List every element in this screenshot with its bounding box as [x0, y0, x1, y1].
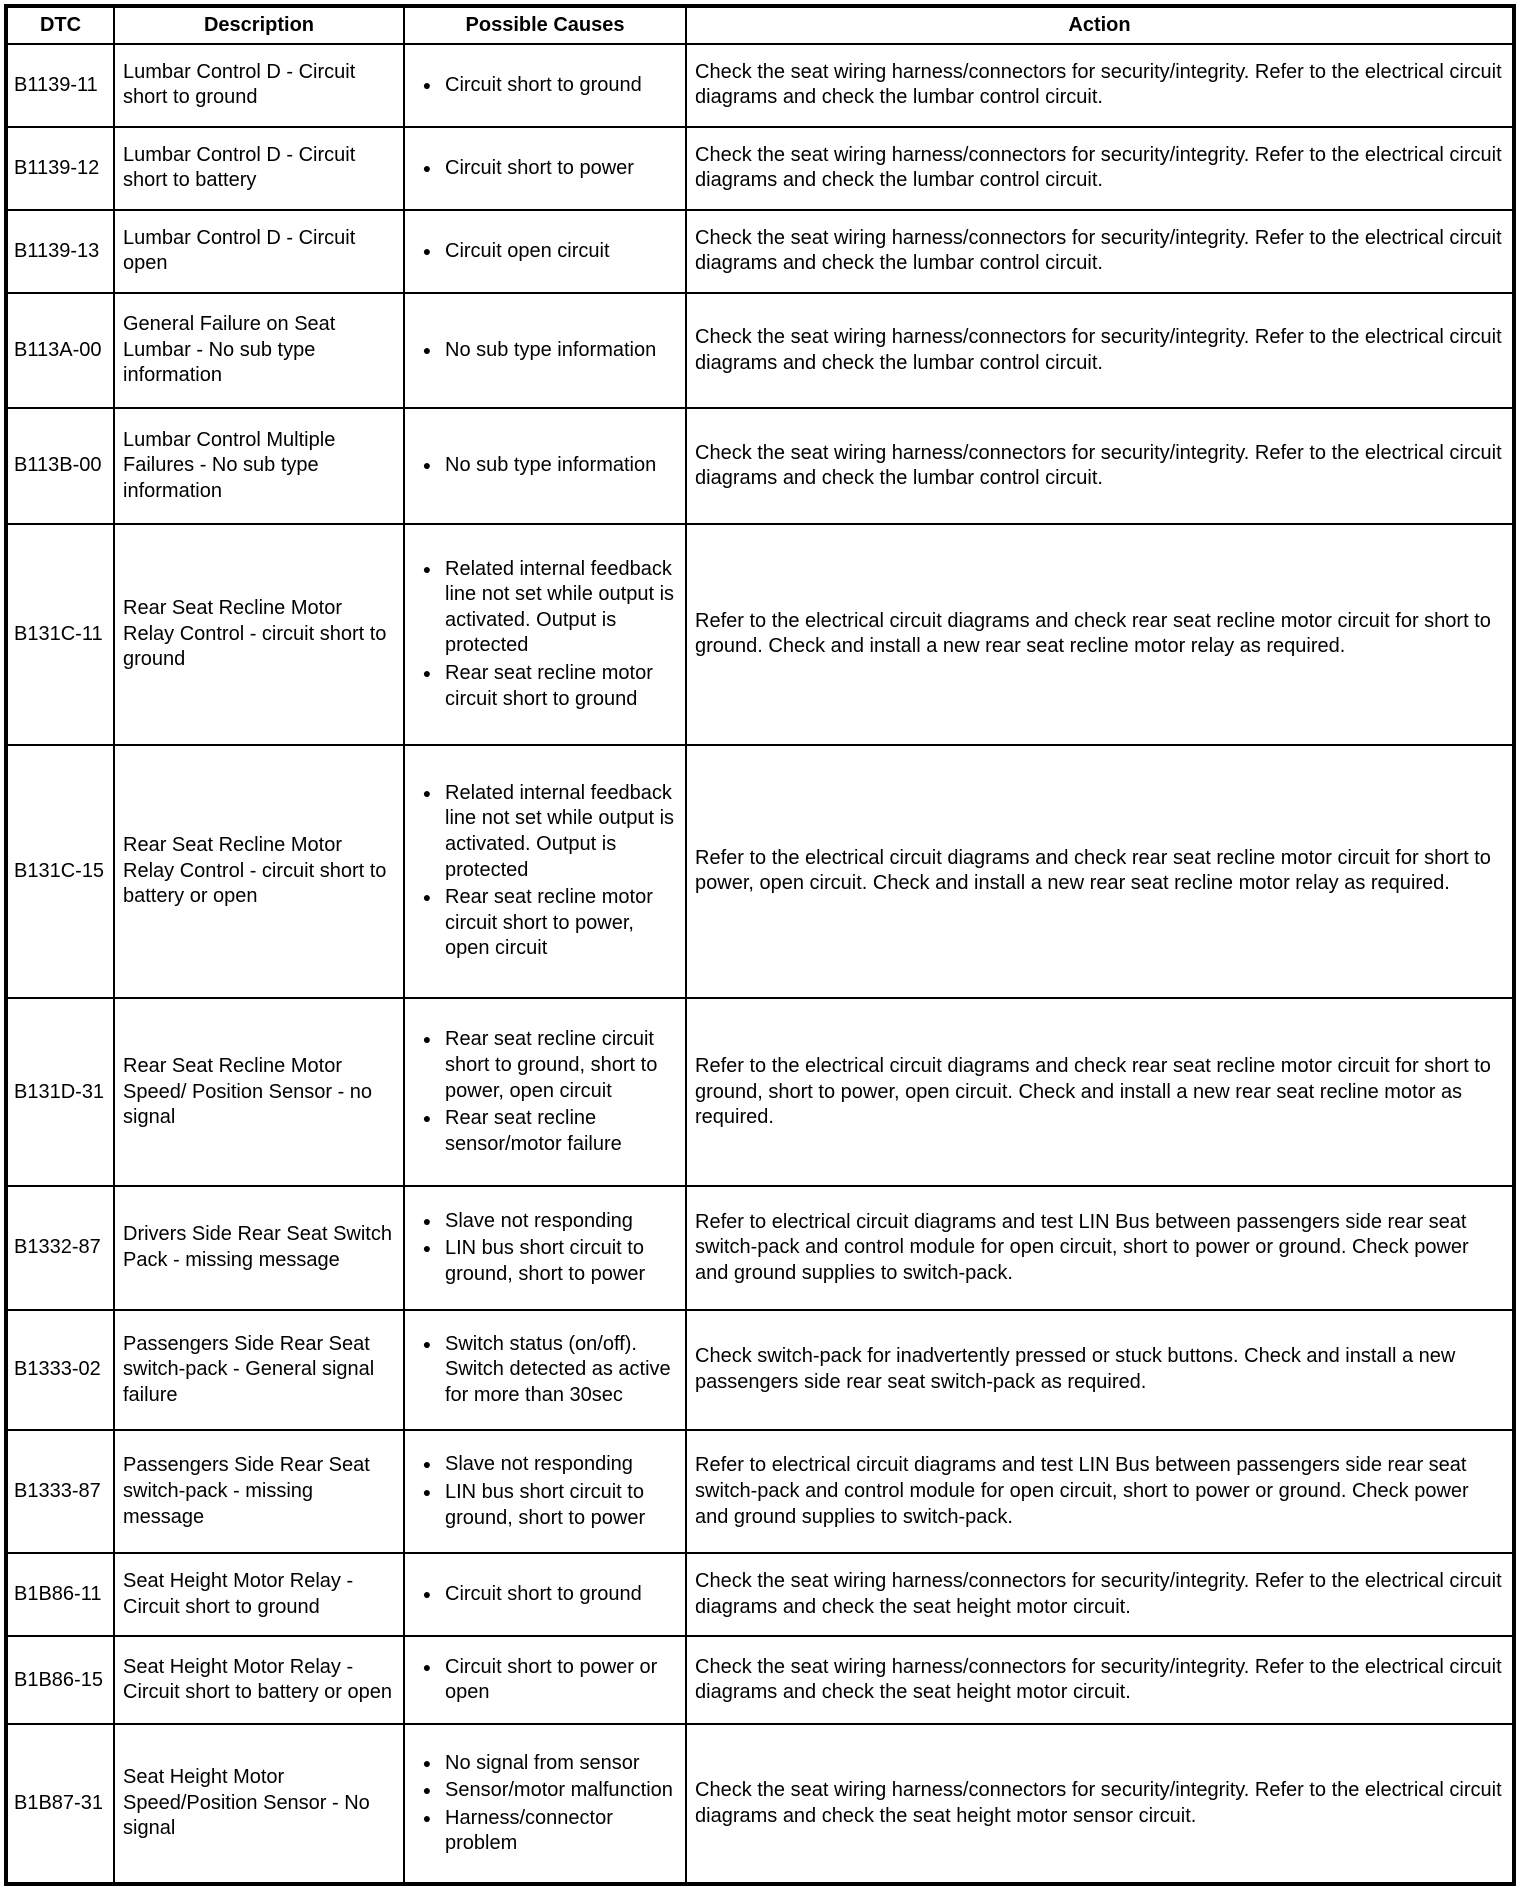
column-header-action: Action: [686, 6, 1514, 44]
table-row: [6, 1430, 1514, 1553]
cause-text: Sensor/motor malfunction: [445, 1779, 673, 1802]
description-cell: Drivers Side Rear Seat Switch Pack - missing message: [114, 1186, 404, 1309]
bullet-icon: ●: [422, 1456, 432, 1473]
cause-item: [409, 1655, 681, 1706]
cause-text: Rear seat recline circuit short to ground, short to power, open circuit: [445, 1028, 658, 1102]
causes-cell: [404, 1186, 686, 1309]
cause-item: [409, 338, 681, 364]
cause-item: [409, 156, 681, 182]
cause-item: [409, 661, 681, 712]
dtc-cell: B1139-11: [6, 44, 114, 127]
cause-item: [409, 239, 681, 265]
dtc-cell: B131C-11: [6, 524, 114, 745]
cause-text: Slave not responding: [445, 1209, 633, 1232]
causes-cell: [404, 1430, 686, 1553]
action-cell: Check the seat wiring harness/connectors for security/integrity. Refer to the electrical circuit diagrams and check the lumbar control circuit.: [686, 293, 1514, 409]
action-cell: Refer to the electrical circuit diagrams and check rear seat recline motor circuit for short to ground, short to power, open circuit. Check and install a new rear seat recline motor as required.: [686, 998, 1514, 1186]
cause-item: [409, 1332, 681, 1409]
cause-item: [409, 453, 681, 479]
cause-text: Circuit short to power: [445, 156, 634, 179]
cause-text: Harness/connector problem: [445, 1806, 613, 1855]
table-row: [6, 210, 1514, 293]
table-row: [6, 745, 1514, 998]
causes-cell: [404, 1636, 686, 1724]
bullet-icon: ●: [422, 1110, 432, 1127]
dtc-cell: B1B86-11: [6, 1553, 114, 1636]
cause-item: [409, 885, 681, 962]
cause-text: Circuit short to power or open: [445, 1655, 658, 1704]
bullet-icon: ●: [422, 457, 432, 474]
causes-cell: [404, 44, 686, 127]
header-row: [6, 6, 1514, 44]
cause-text: Rear seat recline motor circuit short to power, open circuit: [445, 886, 653, 960]
bullet-icon: ●: [422, 1335, 432, 1352]
bullet-icon: ●: [422, 1586, 432, 1603]
causes-cell: [404, 293, 686, 409]
table-row: [6, 127, 1514, 210]
bullet-icon: ●: [422, 159, 432, 176]
table-row: [6, 1310, 1514, 1431]
cause-item: [409, 1806, 681, 1857]
cause-item: [409, 1106, 681, 1157]
cause-text: Circuit open circuit: [445, 239, 610, 262]
description-cell: Passengers Side Rear Seat switch-pack - General signal failure: [114, 1310, 404, 1431]
table-row: [6, 44, 1514, 127]
cause-item: [409, 73, 681, 99]
causes-cell: [404, 1310, 686, 1431]
description-cell: Rear Seat Recline Motor Relay Control - circuit short to battery or open: [114, 745, 404, 998]
description-cell: General Failure on Seat Lumbar - No sub type information: [114, 293, 404, 409]
description-cell: Lumbar Control D - Circuit short to ground: [114, 44, 404, 127]
dtc-cell: B1333-02: [6, 1310, 114, 1431]
description-cell: Lumbar Control D - Circuit open: [114, 210, 404, 293]
cause-item: [409, 1582, 681, 1608]
cause-text: No sub type information: [445, 338, 657, 361]
bullet-icon: ●: [422, 1754, 432, 1771]
bullet-icon: ●: [422, 1212, 432, 1229]
dtc-cell: B1139-13: [6, 210, 114, 293]
dtc-cell: B113A-00: [6, 293, 114, 409]
table-row: [6, 998, 1514, 1186]
cause-text: Circuit short to ground: [445, 73, 642, 96]
table-body: [6, 44, 1514, 1884]
causes-cell: [404, 524, 686, 745]
cause-item: [409, 1751, 681, 1777]
bullet-icon: ●: [422, 1031, 432, 1048]
causes-cell: [404, 210, 686, 293]
column-header-dtc: DTC: [6, 6, 114, 44]
bullet-icon: ●: [422, 664, 432, 681]
dtc-cell: B1332-87: [6, 1186, 114, 1309]
description-cell: Lumbar Control Multiple Failures - No sub type information: [114, 408, 404, 524]
table-row: [6, 293, 1514, 409]
action-cell: Check the seat wiring harness/connectors for security/integrity. Refer to the electrical circuit diagrams and check the lumbar control circuit.: [686, 408, 1514, 524]
cause-item: [409, 1778, 681, 1804]
bullet-icon: ●: [422, 1240, 432, 1257]
cause-text: Rear seat recline sensor/motor failure: [445, 1107, 622, 1155]
action-cell: Refer to the electrical circuit diagrams and check rear seat recline motor circuit for short to power, open circuit. Check and install a new rear seat recline motor relay as required.: [686, 745, 1514, 998]
dtc-cell: B113B-00: [6, 408, 114, 524]
description-cell: Rear Seat Recline Motor Relay Control - circuit short to ground: [114, 524, 404, 745]
description-cell: Seat Height Motor Speed/Position Sensor - No signal: [114, 1724, 404, 1884]
action-cell: Refer to electrical circuit diagrams and test LIN Bus between passengers side rear seat switch-pack and control module for open circuit, short to power or ground. Check power and ground supplies to switch-pack.: [686, 1430, 1514, 1553]
cause-item: [409, 1236, 681, 1287]
action-cell: Check the seat wiring harness/connectors for security/integrity. Refer to the electrical circuit diagrams and check the lumbar control circuit.: [686, 127, 1514, 210]
cause-item: [409, 1209, 681, 1235]
causes-cell: [404, 408, 686, 524]
dtc-cell: B1333-87: [6, 1430, 114, 1553]
table-row: [6, 408, 1514, 524]
table-row: [6, 1553, 1514, 1636]
cause-text: Rear seat recline motor circuit short to ground: [445, 661, 653, 710]
cause-text: No sub type information: [445, 454, 657, 477]
bullet-icon: ●: [422, 76, 432, 93]
action-cell: Refer to the electrical circuit diagrams and check rear seat recline motor circuit for short to ground. Check and install a new rear seat recline motor relay as required.: [686, 524, 1514, 745]
action-cell: Check the seat wiring harness/connectors for security/integrity. Refer to the electrical circuit diagrams and check the seat height motor circuit.: [686, 1636, 1514, 1724]
bullet-icon: ●: [422, 341, 432, 358]
causes-cell: [404, 745, 686, 998]
table-row: [6, 1724, 1514, 1884]
description-cell: Seat Height Motor Relay - Circuit short to battery or open: [114, 1636, 404, 1724]
action-cell: Check the seat wiring harness/connectors for security/integrity. Refer to the electrical circuit diagrams and check the seat height motor sensor circuit.: [686, 1724, 1514, 1884]
cause-item: [409, 781, 681, 883]
cause-text: Switch status (on/off). Switch detected as active for more than 30sec: [445, 1332, 671, 1406]
cause-item: [409, 1027, 681, 1104]
cause-text: No signal from sensor: [445, 1751, 640, 1774]
dtc-cell: B131C-15: [6, 745, 114, 998]
cause-text: LIN bus short circuit to ground, short to power: [445, 1481, 646, 1529]
dtc-cell: B1B86-15: [6, 1636, 114, 1724]
dtc-cell: B1139-12: [6, 127, 114, 210]
bullet-icon: ●: [422, 1484, 432, 1501]
dtc-table: [4, 4, 1516, 1886]
table-row: [6, 1186, 1514, 1309]
bullet-icon: ●: [422, 560, 432, 577]
causes-cell: [404, 998, 686, 1186]
cause-text: LIN bus short circuit to ground, short to power: [445, 1237, 646, 1285]
cause-item: [409, 1452, 681, 1478]
dtc-cell: B131D-31: [6, 998, 114, 1186]
causes-cell: [404, 1724, 686, 1884]
description-cell: Rear Seat Recline Motor Speed/ Position Sensor - no signal: [114, 998, 404, 1186]
column-header-possible-causes: Possible Causes: [404, 6, 686, 44]
cause-item: [409, 1480, 681, 1531]
action-cell: Check the seat wiring harness/connectors for security/integrity. Refer to the electrical circuit diagrams and check the lumbar control circuit.: [686, 44, 1514, 127]
column-header-description: Description: [114, 6, 404, 44]
action-cell: Refer to electrical circuit diagrams and test LIN Bus between passengers side rear seat switch-pack and control module for open circuit, short to power or ground. Check power and ground supplies to switch-pack.: [686, 1186, 1514, 1309]
action-cell: Check the seat wiring harness/connectors for security/integrity. Refer to the electrical circuit diagrams and check the lumbar control circuit.: [686, 210, 1514, 293]
bullet-icon: ●: [422, 889, 432, 906]
action-cell: Check the seat wiring harness/connectors for security/integrity. Refer to the electrical circuit diagrams and check the seat height motor circuit.: [686, 1553, 1514, 1636]
table-header: [6, 6, 1514, 44]
cause-text: Slave not responding: [445, 1453, 633, 1476]
dtc-cell: B1B87-31: [6, 1724, 114, 1884]
cause-item: [409, 557, 681, 659]
bullet-icon: ●: [422, 1658, 432, 1675]
description-cell: Passengers Side Rear Seat switch-pack - missing message: [114, 1430, 404, 1553]
causes-cell: [404, 127, 686, 210]
action-cell: Check switch-pack for inadvertently pressed or stuck buttons. Check and install a new passengers side rear seat switch-pack as required.: [686, 1310, 1514, 1431]
bullet-icon: ●: [422, 1782, 432, 1799]
table-row: [6, 524, 1514, 745]
cause-text: Related internal feedback line not set while output is activated. Output is protected: [445, 781, 675, 881]
description-cell: Lumbar Control D - Circuit short to battery: [114, 127, 404, 210]
bullet-icon: ●: [422, 242, 432, 259]
bullet-icon: ●: [422, 784, 432, 801]
table-row: [6, 1636, 1514, 1724]
cause-text: Circuit short to ground: [445, 1583, 642, 1606]
bullet-icon: ●: [422, 1809, 432, 1826]
cause-text: Related internal feedback line not set while output is activated. Output is protected: [445, 557, 675, 657]
causes-cell: [404, 1553, 686, 1636]
description-cell: Seat Height Motor Relay - Circuit short to ground: [114, 1553, 404, 1636]
